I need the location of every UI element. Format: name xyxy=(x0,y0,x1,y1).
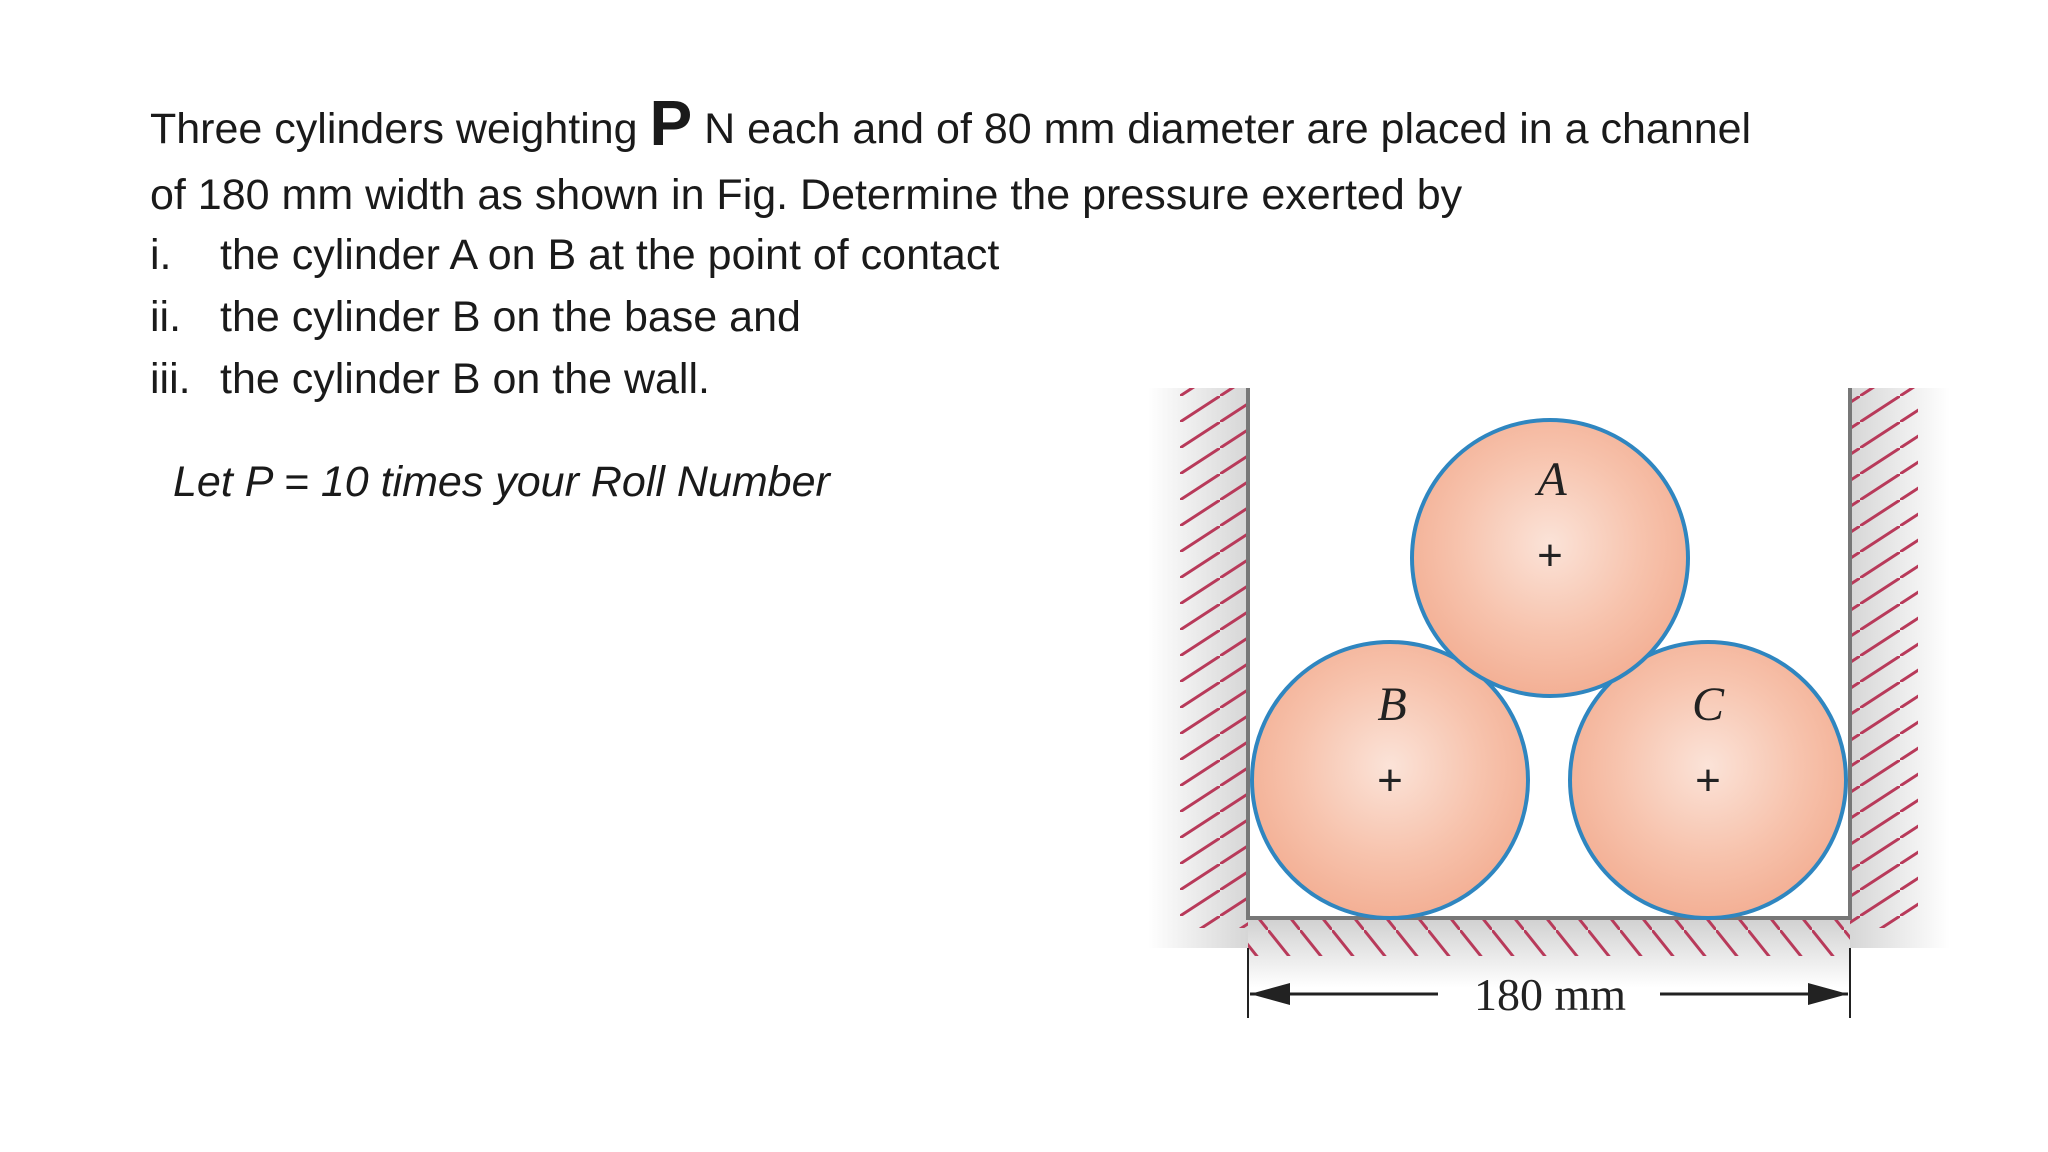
roll-number-note: Let P = 10 times your Roll Number xyxy=(173,458,830,506)
left-wall-hatch xyxy=(1180,388,1248,928)
question-item-2 xyxy=(150,286,1910,348)
right-wall-hatch xyxy=(1850,388,1918,928)
problem-statement xyxy=(150,87,1910,410)
cylinder-a-label: A xyxy=(1537,453,1567,506)
channel-figure xyxy=(1140,370,1970,1050)
problem-text-start: Three cylinders weighting xyxy=(150,105,650,153)
item-number: i. xyxy=(150,231,172,279)
dimension-label: 180 mm xyxy=(1473,969,1627,1020)
item-text: the cylinder B on the wall. xyxy=(220,355,710,403)
item-text: the cylinder A on B at the point of contact xyxy=(220,231,1000,279)
cylinder-b xyxy=(1252,642,1528,918)
base-hatch xyxy=(1248,920,1850,956)
question-item-1 xyxy=(150,224,1910,286)
cylinder-c-center-mark: + xyxy=(1695,756,1721,805)
cylinder-b-center-mark: + xyxy=(1377,756,1403,805)
problem-text-end: N each and of 80 mm diameter are placed in a channel xyxy=(692,105,1752,153)
problem-line-1 xyxy=(150,87,1910,162)
cylinder-a-center-mark: + xyxy=(1537,531,1563,580)
problem-line-2: of 180 mm width as shown in Fig. Determine the pressure exerted by xyxy=(150,171,1463,219)
item-number: ii. xyxy=(150,293,182,341)
item-text: the cylinder B on the base and xyxy=(220,293,801,341)
cylinder-b-label: B xyxy=(1377,678,1407,731)
cylinder-a xyxy=(1412,420,1688,696)
cylinder-c-label: C xyxy=(1691,678,1725,731)
weight-symbol: P xyxy=(649,87,693,159)
item-number: iii. xyxy=(150,355,191,403)
